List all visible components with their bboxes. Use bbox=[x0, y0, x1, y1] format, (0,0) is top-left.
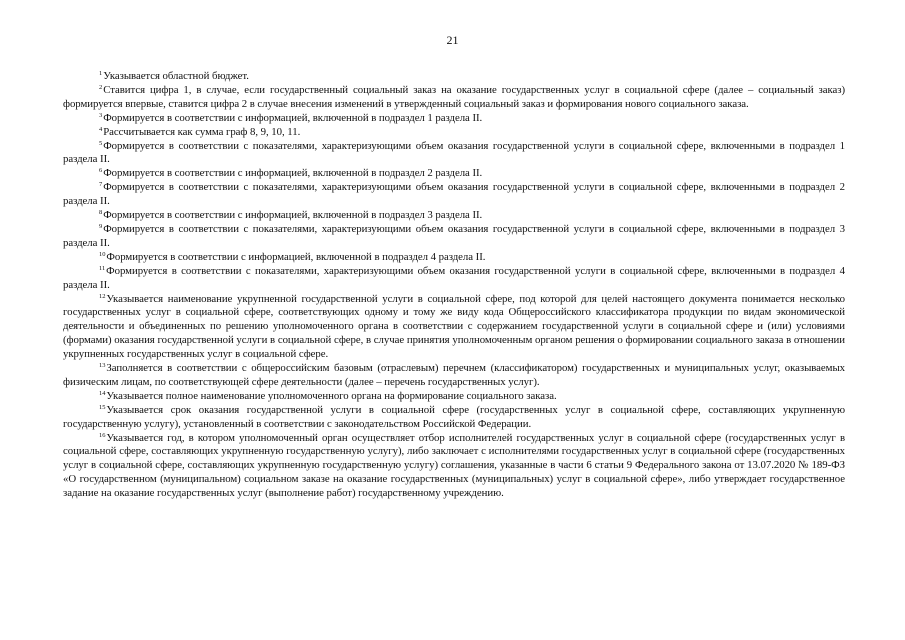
footnote-marker: 1 bbox=[99, 70, 103, 77]
footnote-2 bbox=[63, 84, 845, 112]
footnote-text: Формируется в соответствии с показателями, характеризующими объем оказания государственной услуги в социальной сфере, включенными в подраздел 4 раздела II. bbox=[63, 264, 845, 291]
footnote-marker: 9 bbox=[99, 222, 103, 230]
footnote-marker: 13 bbox=[99, 362, 106, 370]
footnote-10 bbox=[63, 251, 845, 265]
footnote-text: Ставится цифра 1, в случае, если государственный социальный заказ на оказание государственных услуг в социальной сфере (далее – социальный заказ) формируется впервые, ставится цифра 2 в случае внесения изменений в утвержденный социальный заказ и формирования нового социального заказа. bbox=[63, 83, 845, 110]
footnote-marker: 11 bbox=[99, 264, 106, 272]
footnote-text: Указывается срок оказания государственной услуги в социальной сфере (государственных услуг в социальной сфере, составляющих укрупненную государственную услугу), установленный в соответствии с законодательством Российской Федерации. bbox=[63, 403, 845, 430]
footnote-marker: 10 bbox=[99, 250, 106, 258]
footnote-text: Формируется в соответствии с информацией, включенной в подраздел 3 раздела II. bbox=[103, 209, 483, 222]
footnote-13 bbox=[63, 362, 845, 390]
footnote-marker: 7 bbox=[99, 181, 103, 189]
footnote-text: Заполняется в соответствии с общероссийским базовым (отраслевым) перечнем (классификатором) государственных и муниципальных услуг, оказываемых физическим лицам, по соответствующей сфере деятельности (далее – перечень государственных услуг). bbox=[63, 362, 845, 388]
footnote-text: Формируется в соответствии с показателями, характеризующими объем оказания государственной услуги в социальной сфере, включенными в подраздел 1 раздела II. bbox=[63, 139, 845, 166]
footnote-text: Формируется в соответствии с показателями, характеризующими объем оказания государственной услуги в социальной сфере, включенными в подраздел 2 раздела II. bbox=[63, 181, 845, 208]
footnote-15 bbox=[63, 404, 845, 432]
footnote-11 bbox=[63, 265, 845, 293]
footnote-text: Формируется в соответствии с показателями, характеризующими объем оказания государственной услуги в социальной сфере, включенными в подраздел 3 раздела II. bbox=[63, 222, 845, 249]
footnote-1 bbox=[63, 70, 845, 84]
footnote-text: Рассчитывается как сумма граф 8, 9, 10, 11. bbox=[103, 125, 301, 138]
footnote-marker: 15 bbox=[99, 403, 106, 411]
footnote-marker: 14 bbox=[99, 389, 106, 397]
footnote-5 bbox=[63, 140, 845, 168]
footnote-text: Указывается полное наименование уполномоченного органа на формирование социального заказа. bbox=[106, 389, 557, 402]
footnote-marker: 12 bbox=[99, 292, 106, 300]
footnote-marker: 5 bbox=[99, 139, 103, 147]
footnote-8 bbox=[63, 209, 845, 223]
footnote-text: Указывается областной бюджет. bbox=[103, 70, 249, 82]
footnote-12 bbox=[63, 293, 845, 363]
footnote-marker: 6 bbox=[99, 167, 103, 175]
page-number: 21 bbox=[446, 33, 459, 47]
footnote-7 bbox=[63, 181, 845, 209]
footnote-marker: 16 bbox=[99, 431, 106, 439]
footnote-marker: 3 bbox=[99, 111, 103, 119]
footnote-4 bbox=[63, 126, 845, 140]
footnote-text: Формируется в соответствии с информацией, включенной в подраздел 1 раздела II. bbox=[103, 111, 483, 124]
footnote-16 bbox=[63, 432, 845, 502]
footnote-marker: 2 bbox=[99, 83, 103, 91]
footnote-marker: 4 bbox=[99, 125, 103, 133]
footnote-text: Указывается наименование укрупненной государственной услуги в социальной сфере, под которой для целей настоящего документа понимается несколько государственных услуг в социальной сфере, соответствующих одному и тому же виду кода Общероссийского классификатора продукции по видам экономической деятельности и объединенных по решению уполномоченного органа в соответствии с содержанием государственной услуги в социальной сфере и (или) условиями (формами) оказания государственной услуги в социальной сфере, в случае принятия уполномоченным органом решения о формировании социального заказа в отношении укрупненных государственных услуг в социальной сфере. bbox=[63, 292, 845, 361]
footnote-14 bbox=[63, 390, 845, 404]
footnote-text: Указывается год, в котором уполномоченный орган осуществляет отбор исполнителей государственных услуг в социальной сфере (государственных услуг в социальной сфере, составляющих укрупненную государственную услугу), либо заключает с исполнителями государственных услуг в социальной сфере (государственных услуг в социальной сфере, составляющих укрупненную государственную услугу) соглашения, указанные в части 6 статьи 9 Федерального закона от 13.07.2020 № 189-ФЗ «О государственном (муниципальном) социальном заказе на оказание государственных (муниципальных) услуг в социальной сфере», либо утверждает государственное задание на оказание государственных услуг (выполнение работ) государственному учреждению. bbox=[63, 431, 845, 500]
footnote-text: Формируется в соответствии с информацией, включенной в подраздел 4 раздела II. bbox=[106, 250, 486, 263]
footnote-text: Формируется в соответствии с информацией, включенной в подраздел 2 раздела II. bbox=[103, 167, 483, 180]
footnote-6 bbox=[63, 167, 845, 181]
footnote-3 bbox=[63, 112, 845, 126]
footnote-9 bbox=[63, 223, 845, 251]
footnotes-list bbox=[63, 70, 845, 501]
footnote-marker: 8 bbox=[99, 209, 103, 217]
